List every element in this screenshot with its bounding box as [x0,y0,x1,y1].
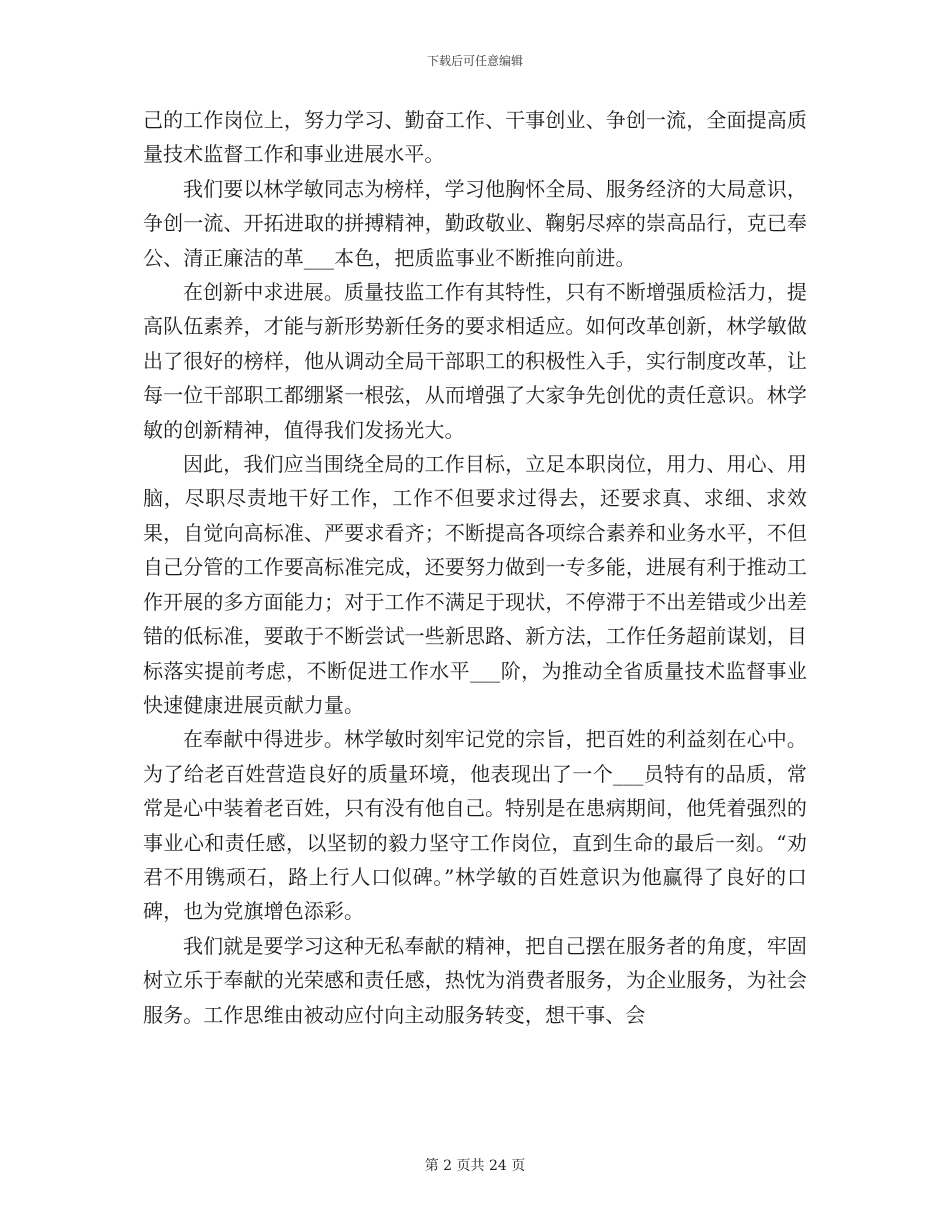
paragraph-3: 在创新中求进展。质量技监工作有其特性，只有不断增强质检活力，提高队伍素养，才能与新形势新任务的要求相适应。如何改革创新，林学敏做出了很好的榜样，他从调动全局干部职工的积极性入手，实行制度改革，让每一位干部职工都绷紧一根弦，从而增强了大家争先创优的责任意识。林学敏的创新精神，值得我们发扬光大。 [143,280,807,442]
header-note: 下载后可任意编辑 [426,54,523,68]
page-number: 第 2 页共 24 页 [424,1158,526,1174]
document-body [143,103,807,1032]
paragraph-2: 我们要以林学敏同志为榜样，学习他胸怀全局、服务经济的大局意识，争创一流、开拓进取的拼搏精神，勤政敬业、鞠躬尽瘁的崇高品行，克已奉公、清正廉洁的革___本色，把质监事业不断推向前进。 [143,176,807,270]
paragraph-6: 我们就是要学习这种无私奉献的精神，把自己摆在服务者的角度，牢固树立乐于奉献的光荣感和责任感，热忱为消费者服务，为企业服务，为社会服务。工作思维由被动应付向主动服务转变，想干事、会 [143,933,807,1027]
paragraph-1: 己的工作岗位上，努力学习、勤奋工作、干事创业、争创一流，全面提高质量技术监督工作和事业进展水平。 [143,108,807,167]
paragraph-4: 因此，我们应当围绕全局的工作目标，立足本职岗位，用力、用心、用脑，尽职尽责地干好工作，工作不但要求过得去，还要求真、求细、求效果，自觉向高标准、严要求看齐；不断提高各项综合素养和业务水平，不但自己分管的工作要高标准完成，还要努力做到一专多能，进展有利于推动工作开展的多方面能力；对于工作不满足于现状，不停滞于不出差错或少出差错的低标准，要敢于不断尝试一些新思路、新方法，工作任务超前谋划，目标落实提前考虑，不断促进工作水平___阶，为推动全省质量技术监督事业快速健康进展贡献力量。 [143,452,807,717]
paragraph-5: 在奉献中得进步。林学敏时刻牢记党的宗旨，把百姓的利益刻在心中。为了给老百姓营造良好的质量环境，他表现出了一个___员特有的品质，常常是心中装着老百姓，只有没有他自己。特别是在患病期间，他凭着强烈的事业心和责任感，以坚韧的毅力坚守工作岗位，直到生命的最后一刻。“劝君不用镌顽石，路上行人口似碑。”林学敏的百姓意识为他赢得了良好的口碑，也为党旗增色添彩。 [143,727,807,924]
